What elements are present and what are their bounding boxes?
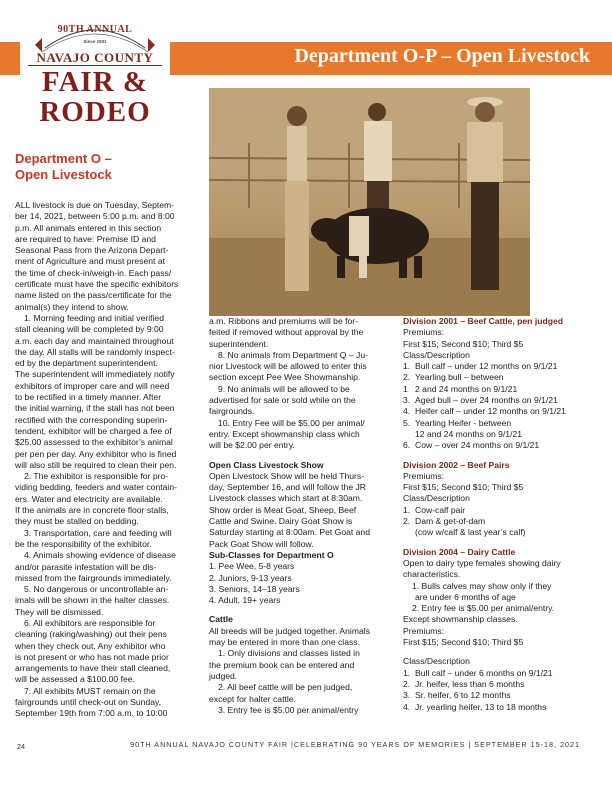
- class-item: 1. Cow-calf pair: [403, 504, 466, 515]
- text-line: ers. Water and electricity are available.: [15, 493, 163, 504]
- text-line: rectified with the corresponding superin-: [15, 414, 168, 425]
- text-line: 1. Morning feeding and initial verified: [24, 312, 164, 323]
- text-line: Open to dairy type females showing dairy: [403, 557, 561, 568]
- text-line: are under 6 months of age: [415, 591, 516, 602]
- subclass-item: 2. Juniors, 9-13 years: [209, 572, 292, 583]
- division-heading: Division 2004 – Dairy Cattle: [403, 546, 516, 557]
- class-item: 3. Sr. heifer, 6 to 12 months: [403, 690, 511, 701]
- text-line: certificate must have the specific exhibitors: [15, 279, 179, 290]
- text-line: All breeds will be judged together. Animals: [209, 625, 370, 636]
- text-line: when they check out. Any exhibitor who: [15, 640, 166, 651]
- text-line: is not present or who has not made prior: [15, 651, 169, 662]
- text-line: 7. All exhibits MUST remain on the: [24, 685, 156, 696]
- class-item: 2. Jr. heifer, less than 6 months: [403, 678, 525, 689]
- text-line: fairgrounds.: [209, 406, 255, 417]
- subclass-heading: Sub-Classes for Department O: [209, 549, 334, 560]
- text-line: the initial warning, if the stall has not been: [15, 403, 175, 414]
- section-heading-line: Department O –: [15, 151, 112, 166]
- text-line: to be rectified in a timely manner. After: [15, 392, 162, 403]
- text-line: advertised for sale or sold while on the: [209, 395, 356, 406]
- logo-since-text: Since 1931: [83, 39, 107, 44]
- section-heading: [15, 151, 175, 183]
- logo-annual-text: 90TH ANNUAL: [57, 24, 133, 35]
- class-item: 6. Cow – over 24 months on 9/1/21: [403, 440, 540, 451]
- text-line: exhibitors of improper care and will need: [15, 380, 170, 391]
- division-heading: Division 2001 – Beef Cattle, pen judged: [403, 316, 563, 326]
- class-item: 5. Yearling Heifer - between: [403, 417, 512, 428]
- text-line: a.m. each day and maintained throughout: [15, 335, 174, 346]
- text-line: except for halter cattle.: [209, 693, 296, 704]
- footer-text: 90TH ANNUAL NAVAJO COUNTY FAIR |CELEBRATING 90 YEARS OF MEMORIES | SEPTEMBER 15-18, 2021: [130, 740, 580, 749]
- subclass-item: 3. Seniors, 14–18 years: [209, 583, 300, 594]
- text-line: the day. All stalls will be randomly inspect-: [15, 346, 175, 357]
- text-line: ber 14, 2021, between 5:00 p.m. and 8:00: [15, 211, 175, 222]
- class-item: 3. Aged bull – over 24 months on 9/1/21: [403, 395, 558, 406]
- text-line: 9. No animals will be allowed to be: [218, 383, 350, 394]
- cattle-heading: Cattle: [209, 614, 233, 625]
- text-line: 2. Entry fee is $5.00 per animal/entry.: [412, 603, 555, 614]
- text-line: tendent, exhibitor will be charged a fee of: [15, 425, 172, 436]
- class-item: 4. Jr. yearling heifer, 13 to 18 months: [403, 701, 547, 712]
- text-line: $25.00 assessed to the exhibitor’s animal: [15, 437, 173, 448]
- divisions-column: [403, 316, 598, 713]
- section-heading-line: Open Livestock: [15, 167, 112, 182]
- text-line: 1. Bulls calves may show only if they: [412, 580, 552, 591]
- text-line: characteristics.: [403, 569, 461, 580]
- text-line: will be assessed a $100.00 fee.: [15, 674, 135, 685]
- text-line: imals will be shown in the halter classes.: [15, 595, 170, 606]
- text-line: entry. Except showmanship class which: [209, 428, 360, 439]
- text-line: cleaning (raking/washing) out their pens: [15, 629, 167, 640]
- class-item: 2. Yearling bull – between: [403, 372, 504, 383]
- text-line: per pen per day. Any exhibitor who is fined: [15, 448, 177, 459]
- text-line: Open Livestock Show will be held Thurs-: [209, 470, 365, 481]
- text-line: ALL livestock is due on Tuesday, Septem-: [15, 200, 175, 210]
- text-line: 5. No dangerous or uncontrollable an-: [24, 584, 169, 595]
- text-line: They will be dismissed.: [15, 606, 104, 617]
- text-line: 8. No animals from Department Q – Ju-: [218, 349, 368, 360]
- text-line: fairgrounds until check-out on Sunday,: [15, 697, 162, 708]
- fair-logo: [20, 10, 170, 128]
- class-label: Class/Description: [403, 656, 470, 667]
- text-line: September 19th from 7:00 a.m. to 10:00: [15, 708, 168, 719]
- class-item: (cow w/calf & last year’s calf): [415, 527, 526, 538]
- text-line: viding bedding, feeders and water contain-: [15, 482, 177, 493]
- rules-column-1: [15, 200, 197, 720]
- open-class-heading: Open Class Livestock Show: [209, 459, 324, 470]
- logo-county-text: NAVAJO COUNTY: [36, 50, 154, 65]
- text-line: nior Livestock will be allowed to enter this: [209, 361, 367, 372]
- page-number: 24: [17, 742, 25, 751]
- class-item: 2. Dam & get-of-dam: [403, 516, 486, 527]
- text-line: section except Pee Wee Showmanship.: [209, 372, 361, 383]
- text-line: day, September 16, and will follow the JR: [209, 482, 366, 493]
- vintage-livestock-photo: [209, 88, 530, 316]
- text-line: Livestock classes which start at 8:30am.: [209, 493, 363, 504]
- text-line: The superintendent will immediately notify: [15, 369, 175, 380]
- text-line: name listed on the pass/certificate for the: [15, 290, 172, 301]
- premiums-text: First $15; Second $10; Third $5: [403, 338, 524, 349]
- text-line: the time of check-in/weigh-in. Each pass/: [15, 267, 172, 278]
- premiums-text: First $15; Second $10; Third $5: [403, 482, 524, 493]
- division-heading: Division 2002 – Beef Pairs: [403, 459, 510, 470]
- premiums-label: Premiums:: [403, 625, 445, 636]
- rules-column-2: [209, 316, 391, 716]
- text-line: are required to have: Premise ID and: [15, 233, 156, 244]
- class-label: Class/Description: [403, 493, 470, 504]
- text-line: animal(s) they intend to show.: [15, 301, 129, 312]
- text-line: judged.: [209, 670, 238, 681]
- text-line: 3. Entry fee is $5.00 per animal/entry: [218, 704, 359, 715]
- text-line: 1. Only divisions and classes listed in: [218, 648, 360, 659]
- class-item: 1. Bull calf – under 12 months on 9/1/21: [403, 361, 558, 372]
- class-item: 1 2 and 24 months on 9/1/21: [403, 383, 518, 394]
- text-line: missed from the fairgrounds immediately.: [15, 572, 172, 583]
- text-line: 2. The exhibitor is responsible for pro-: [24, 471, 169, 482]
- class-item: 4. Heifer calf – under 12 months on 9/1/21: [403, 406, 566, 417]
- text-line: 4. Animals showing evidence of disease: [24, 550, 176, 561]
- text-line: ment of Agriculture and must present at: [15, 256, 165, 267]
- text-line: ed by the department superintendent.: [15, 358, 158, 369]
- text-line: the premium book can be entered and: [209, 659, 355, 670]
- page-title: Department O-P – Open Livestock: [294, 45, 590, 67]
- text-line: Seasonal Pass from the Arizona Depart-: [15, 245, 169, 256]
- text-line: will also still be required to clean their pen.: [15, 459, 177, 470]
- premiums-label: Premiums:: [403, 327, 445, 338]
- text-line: 2. All beef cattle will be pen judged,: [218, 682, 353, 693]
- text-line: be the responsibility of the exhibitor.: [15, 538, 152, 549]
- text-line: Cattle and Swine. Dairy Goat Show is: [209, 516, 353, 527]
- text-line: superintendent.: [209, 338, 269, 349]
- class-item: 1. Bull calf – under 6 months on 9/1/21: [403, 667, 553, 678]
- text-line: 6. All exhibitors are responsible for: [24, 617, 156, 628]
- text-line: will be $2.00 per entry.: [209, 440, 295, 451]
- text-line: Except showmanship classes.: [403, 614, 518, 625]
- subclass-item: 1. Pee Wee, 5-8 years: [209, 561, 295, 572]
- text-line: may be entered in more than one class.: [209, 637, 360, 648]
- text-line: arrangements to have their stall cleaned,: [15, 663, 171, 674]
- text-line: a.m. Ribbons and premiums will be for-: [209, 316, 359, 326]
- logo-event-text: FAIR & RODEO: [39, 66, 151, 128]
- text-line: stall cleaning will be completed by 9:00: [15, 324, 164, 335]
- text-line: If the animals are in concrete floor stalls,: [15, 505, 169, 516]
- text-line: feited if removed without approval by the: [209, 327, 364, 338]
- text-line: they must be stalled on bedding.: [15, 516, 139, 527]
- text-line: and/or parasite infestation will be dis-: [15, 561, 157, 572]
- text-line: Saturday starting at 8:00am. Pet Goat and: [209, 527, 370, 538]
- text-line: Pack Goat Show will follow.: [209, 538, 314, 549]
- class-label: Class/Description: [403, 349, 470, 360]
- text-line: 10. Entry Fee will be $5.00 per animal/: [218, 417, 365, 428]
- premiums-label: Premiums:: [403, 470, 445, 481]
- subclass-item: 4. Adult, 19+ years: [209, 595, 281, 606]
- text-line: p.m. All animals entered in this section: [15, 222, 162, 233]
- premiums-text: First $15; Second $10; Third $5: [403, 637, 524, 648]
- text-line: Show order is Meat Goat, Sheep, Beef: [209, 504, 357, 515]
- page-footer: [0, 740, 612, 760]
- text-line: 3. Transportation, care and feeding will: [24, 527, 172, 538]
- class-item: 12 and 24 months on 9/1/21: [415, 428, 523, 439]
